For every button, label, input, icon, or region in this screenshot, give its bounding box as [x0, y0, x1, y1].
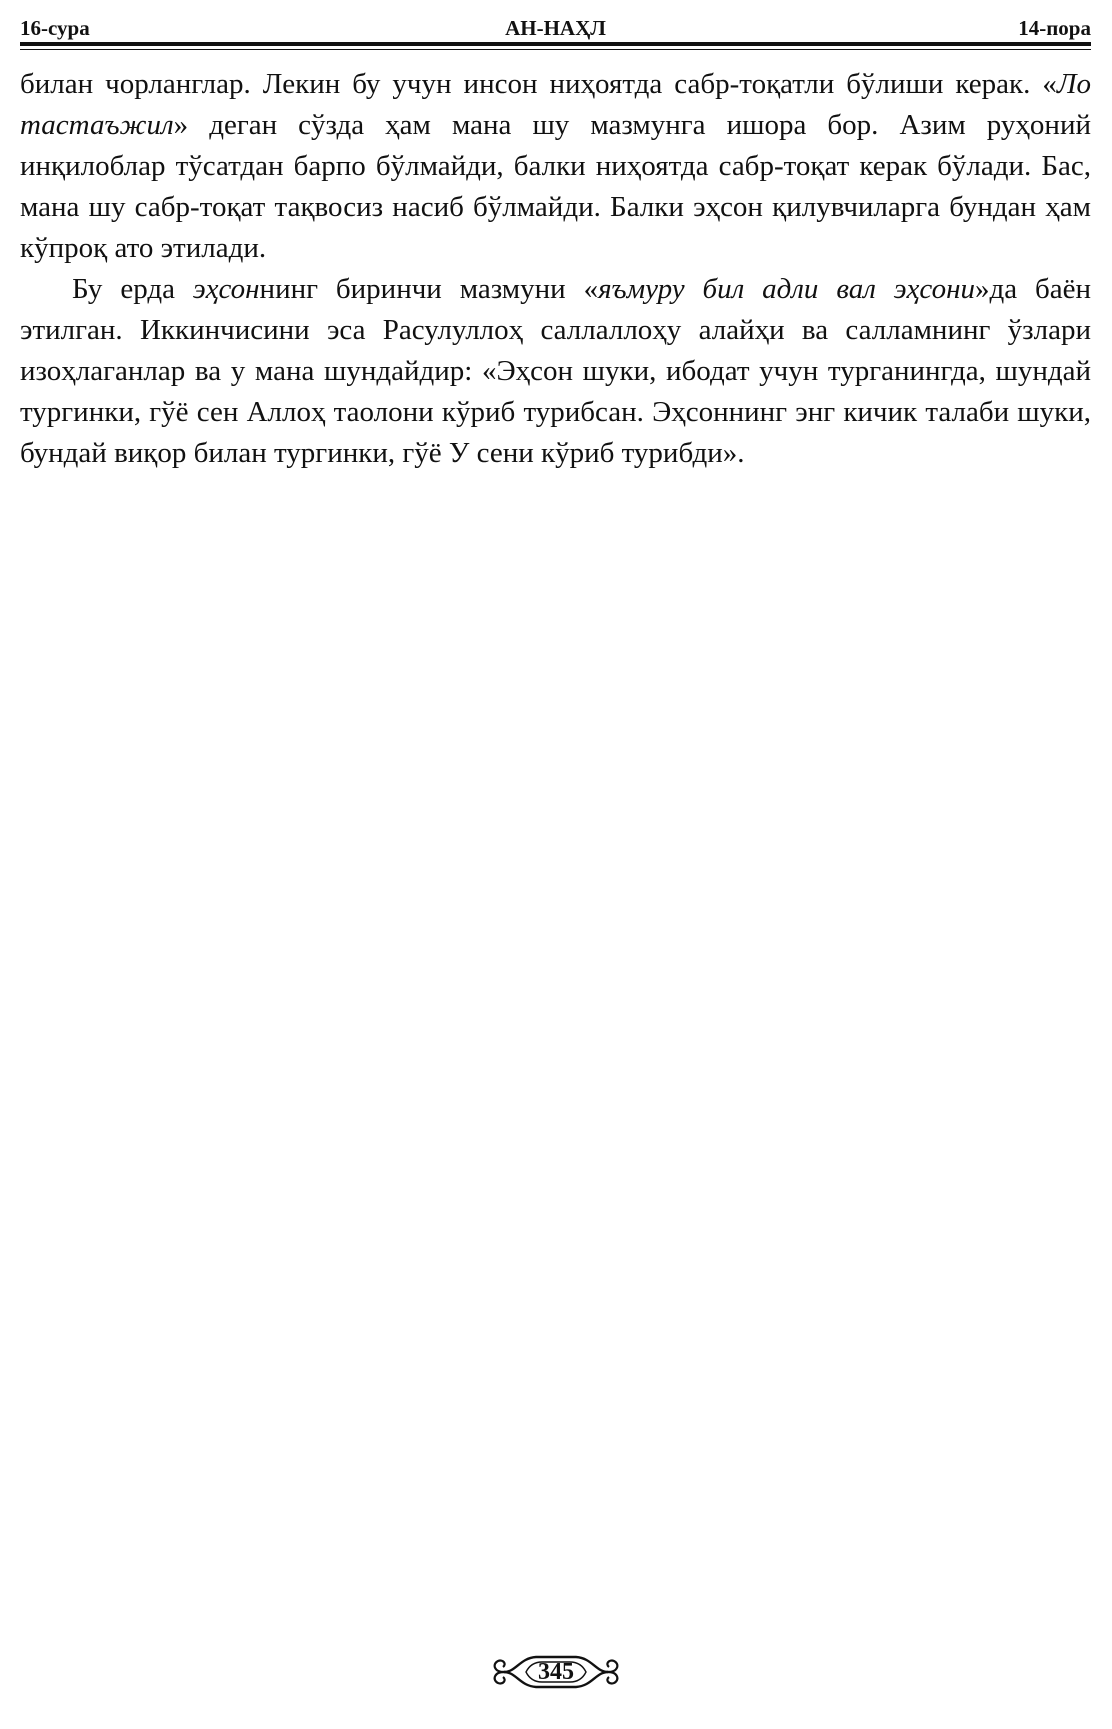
header-surah-title: АН-НАҲЛ: [505, 16, 606, 40]
header-rule-thick: [20, 42, 1091, 46]
header-rule-thin: [20, 49, 1091, 50]
paragraph-2-italic-term-2: яъмуру бил адли вал эҳсони: [598, 273, 975, 305]
page-number: 345: [538, 1659, 574, 1685]
paragraph-2-text-a: Бу ерда: [72, 273, 193, 305]
paragraph-1-text-a: билан чорланглар. Лекин бу учун инсон ниҳоятда сабр-тоқатли бўлиши керак. «: [20, 68, 1057, 100]
paragraph-2-text-c: »да баён этилган. Иккинчисини эса Расулуллоҳ саллаллоҳу алайҳи ва салламнинг ўзлари изоҳлаганлар ва у мана шундайдир: «Эҳсон шуки, ибодат учун турганингда, шундай тургинки, гўё сен Аллоҳ таолони кўриб турибсан. Эҳсоннинг энг кичик талаби шуки, бундай виқор билан тургинки, гўё У сени кўриб турибди».: [20, 273, 1091, 469]
paragraph-1-italic-term: Ло тастаъжил: [20, 68, 1091, 141]
running-header: [20, 12, 1091, 42]
page-number-ornament: [486, 1652, 626, 1692]
paragraph-2-text-b: нинг биринчи мазмуни «: [259, 273, 599, 305]
header-surah-number: 16-сура: [20, 16, 90, 40]
page-body: [20, 64, 1091, 474]
paragraph-1-text-b: » деган сўзда ҳам мана шу мазмунга ишора бор. Азим руҳоний инқилоблар тўсатдан барпо бўлмайди, балки ниҳоятда сабр-тоқат керак бўлади. Бас, мана шу сабр-тоқат тақвосиз насиб бўлмайди. Балки эҳсон қилувчиларга бундан ҳам кўпроқ ато этилади.: [20, 109, 1091, 264]
paragraph-2-italic-term-1: эҳсон: [192, 273, 260, 305]
paragraph-ehson: [20, 269, 1091, 474]
paragraph-continued: [20, 64, 1091, 269]
header-juz-number: 14-пора: [1018, 16, 1091, 40]
